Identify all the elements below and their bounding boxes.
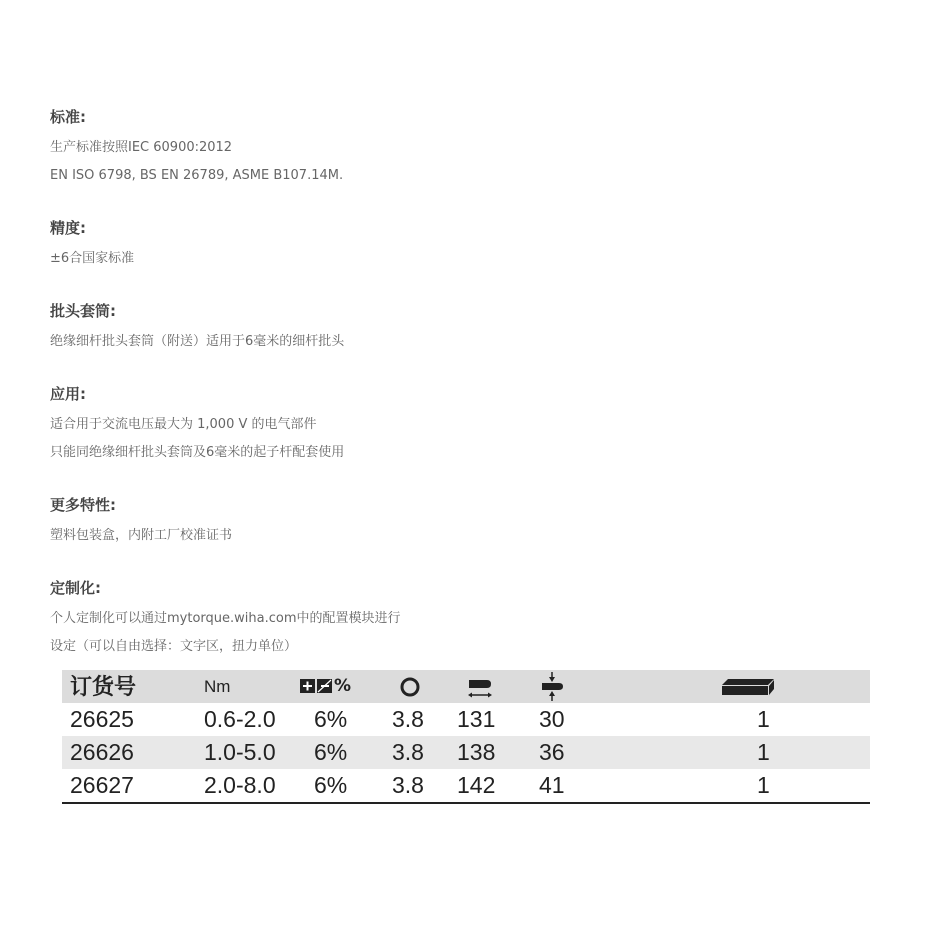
cell-tolerance: 6% (314, 739, 348, 765)
section-standard (50, 107, 343, 190)
section-line: ±6合国家标准 (50, 251, 135, 266)
section-line: 适合用于交流电压最大为 1,000 V 的电气部件 (50, 417, 317, 432)
cell-diameter: 36 (539, 739, 565, 765)
table-row (62, 769, 870, 804)
cell-order-number: 26625 (70, 706, 134, 732)
table-header-row (62, 670, 870, 703)
cell-order-number: 26627 (70, 772, 134, 798)
section-title-standard: 标准: (50, 108, 86, 126)
cell-quantity: 1 (757, 706, 770, 732)
section-bit-socket (50, 301, 344, 356)
cell-nm-range: 1.0-5.0 (204, 739, 276, 765)
section-line: EN ISO 6798, BS EN 26789, ASME B107.14M. (50, 168, 344, 183)
cell-length: 138 (457, 739, 496, 765)
header-tolerance-percent: % (334, 676, 352, 696)
section-application (50, 384, 344, 467)
section-title-more-features: 更多特性: (50, 496, 116, 514)
diameter-icon (539, 672, 565, 701)
cell-diameter: 30 (539, 706, 565, 732)
header-nm: Nm (204, 677, 231, 696)
section-customization (50, 578, 401, 661)
plus-minus-icon (300, 679, 332, 693)
table-row (62, 703, 870, 736)
cell-hex: 3.8 (392, 706, 424, 732)
section-line: 生产标准按照IEC 60900:2012 (50, 140, 233, 155)
hex-drive-icon (400, 677, 420, 697)
cell-tolerance: 6% (314, 772, 348, 798)
cell-quantity: 1 (757, 739, 770, 765)
cell-hex: 3.8 (392, 772, 424, 798)
length-icon (467, 678, 493, 700)
cell-tolerance: 6% (314, 706, 348, 732)
cell-quantity: 1 (757, 772, 770, 798)
product-table (62, 670, 870, 804)
header-order-number: 订货号 (70, 674, 137, 699)
section-line: 个人定制化可以通过mytorque.wiha.com中的配置模块进行 (50, 611, 401, 626)
section-line: 设定（可以自由选择：文字区，扭力单位） (50, 639, 298, 654)
cell-length: 142 (457, 772, 496, 798)
cell-hex: 3.8 (392, 739, 424, 765)
section-line: 塑料包装盒，内附工厂校准证书 (50, 528, 233, 543)
cell-nm-range: 2.0-8.0 (204, 772, 276, 798)
section-title-bit-socket: 批头套筒: (50, 302, 116, 320)
section-line: 只能同绝缘细杆批头套筒及6毫米的起子杆配套使用 (50, 445, 345, 460)
section-accuracy (50, 218, 134, 273)
package-box-icon (722, 679, 774, 695)
cell-nm-range: 0.6-2.0 (204, 706, 276, 732)
section-more-features (50, 495, 232, 550)
section-title-accuracy: 精度: (50, 219, 86, 237)
cell-diameter: 41 (539, 772, 565, 798)
table-row (62, 736, 870, 769)
cell-length: 131 (457, 706, 496, 732)
section-line: 绝缘细杆批头套筒（附送）适用于6毫米的细杆批头 (50, 334, 345, 349)
section-title-application: 应用: (50, 385, 86, 403)
cell-order-number: 26626 (70, 739, 134, 765)
section-title-customization: 定制化: (50, 579, 101, 597)
